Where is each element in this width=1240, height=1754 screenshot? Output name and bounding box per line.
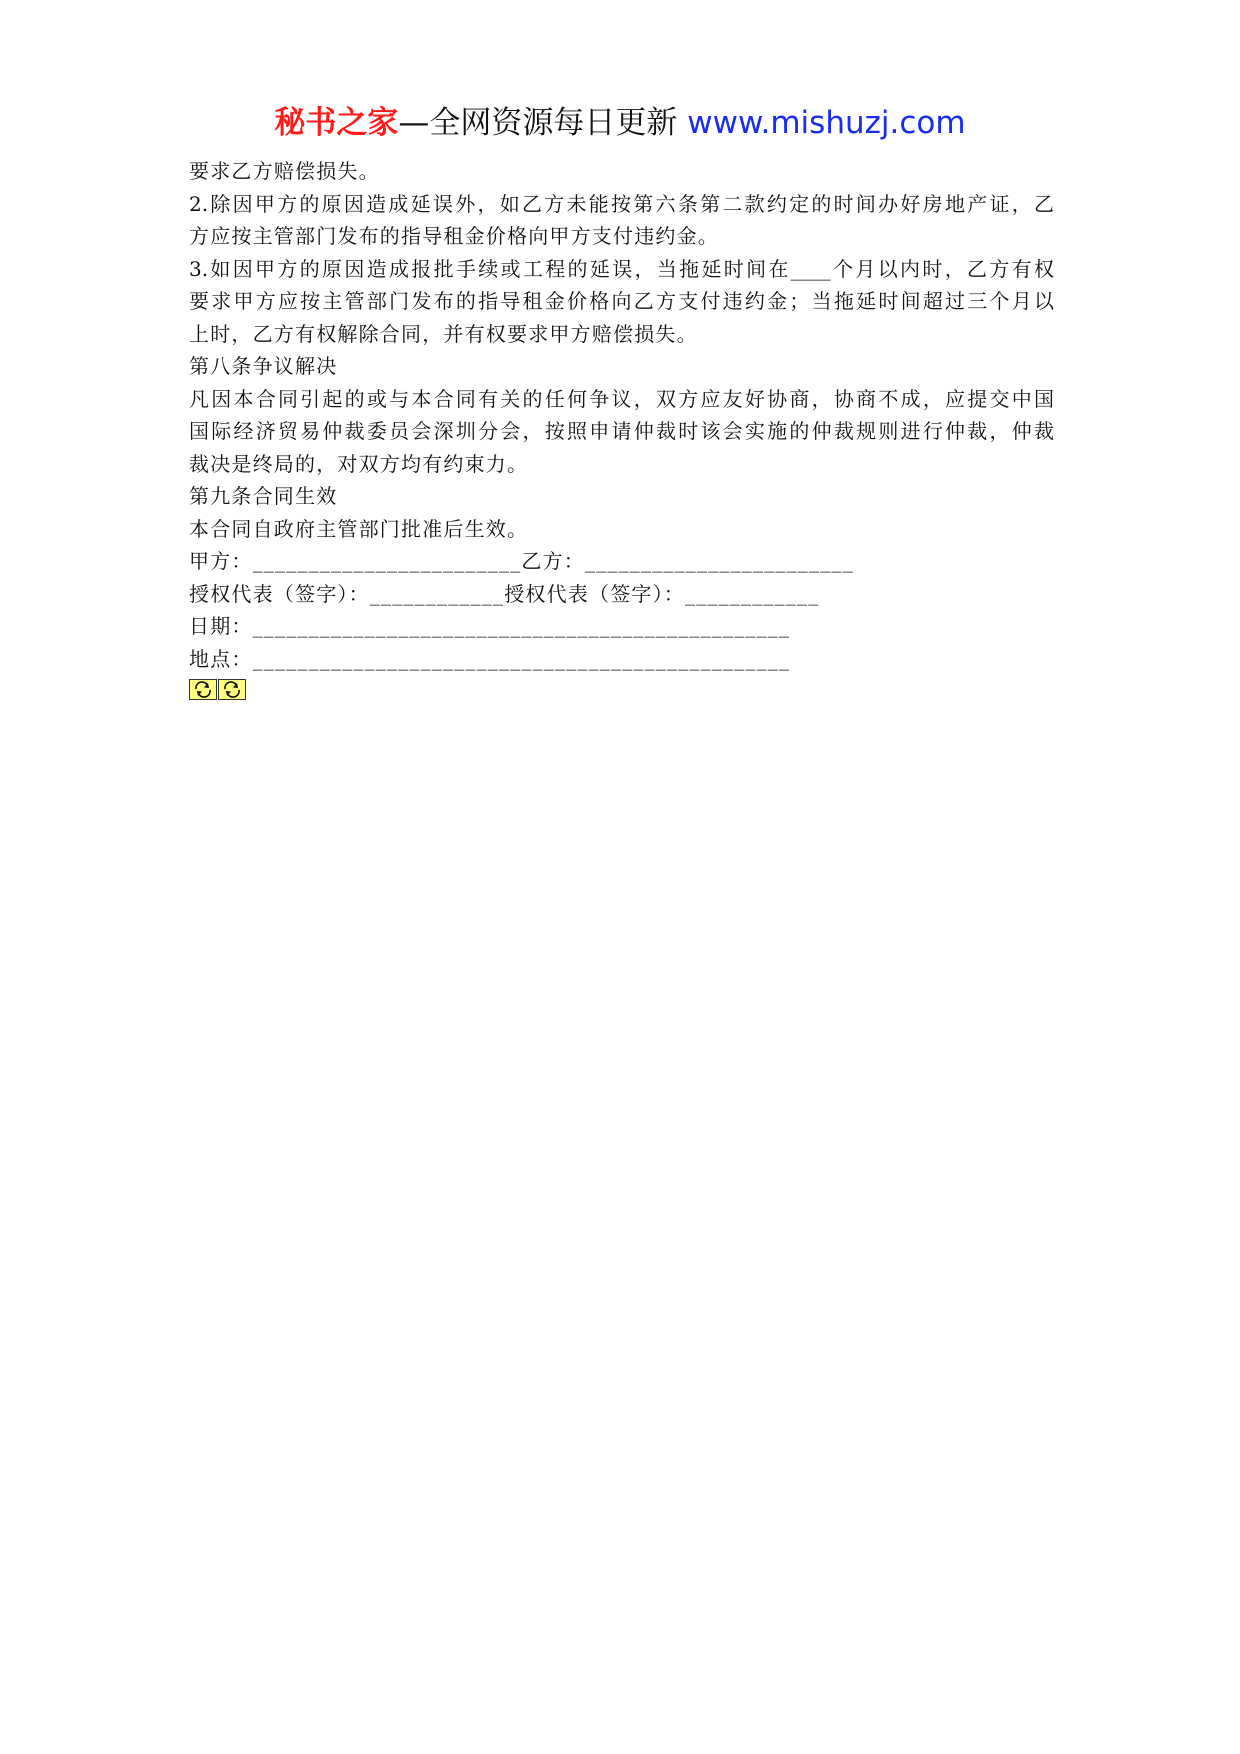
paragraph-line: 要求甲方应按主管部门发布的指导租金价格向乙方支付违约金；当拖延时间超过三个月以	[189, 289, 1054, 313]
paragraph-line: 3.如因甲方的原因造成报批手续或工程的延误，当拖延时间在____个月以内时，乙方有权	[189, 256, 1054, 281]
signature-place-line: 地点：________________________________________________	[189, 646, 791, 671]
section-heading: 第九条合同生效	[189, 484, 338, 508]
paragraph-line: 裁决是终局的，对双方均有约束力。	[189, 451, 529, 476]
paragraph-line: 2.除因甲方的原因造成延误外，如乙方未能按第六条第二款约定的时间办好房地产证，乙	[189, 191, 1054, 216]
signature-party-line: 甲方：________________________乙方：________________________	[189, 549, 854, 573]
icon-strip	[189, 679, 1054, 701]
section-heading: 第八条争议解决	[189, 354, 338, 378]
rotate-icon[interactable]	[189, 679, 217, 700]
paragraph-line: 国际经济贸易仲裁委员会深圳分会，按照申请仲裁时该会实施的仲裁规则进行仲裁，仲裁	[189, 419, 1054, 443]
slogan: —全网资源每日更新	[398, 105, 678, 141]
paragraph-line: 方应按主管部门发布的指导租金价格向甲方支付违约金。	[189, 224, 719, 248]
brand-name: 秘书之家	[274, 105, 399, 141]
document-body	[189, 155, 1054, 701]
paragraph-line: 上时，乙方有权解除合同，并有权要求甲方赔偿损失。	[189, 321, 698, 346]
paragraph-line: 本合同自政府主管部门批准后生效。	[189, 516, 529, 541]
paragraph-line: 凡因本合同引起的或与本合同有关的任何争议，双方应友好协商，协商不成，应提交中国	[189, 386, 1054, 411]
signature-representative-line: 授权代表（签字）：____________授权代表（签字）：____________	[189, 581, 820, 606]
rotate-icon-glyph	[222, 681, 242, 698]
paragraph-line: 要求乙方赔偿损失。	[189, 159, 380, 183]
rotate-icon-glyph	[193, 681, 213, 698]
site-url-link[interactable]: www.mishuzj.com	[687, 105, 966, 141]
rotate-icon[interactable]	[218, 679, 246, 700]
signature-date-line: 日期：________________________________________________	[189, 614, 791, 638]
site-header	[0, 100, 1240, 146]
